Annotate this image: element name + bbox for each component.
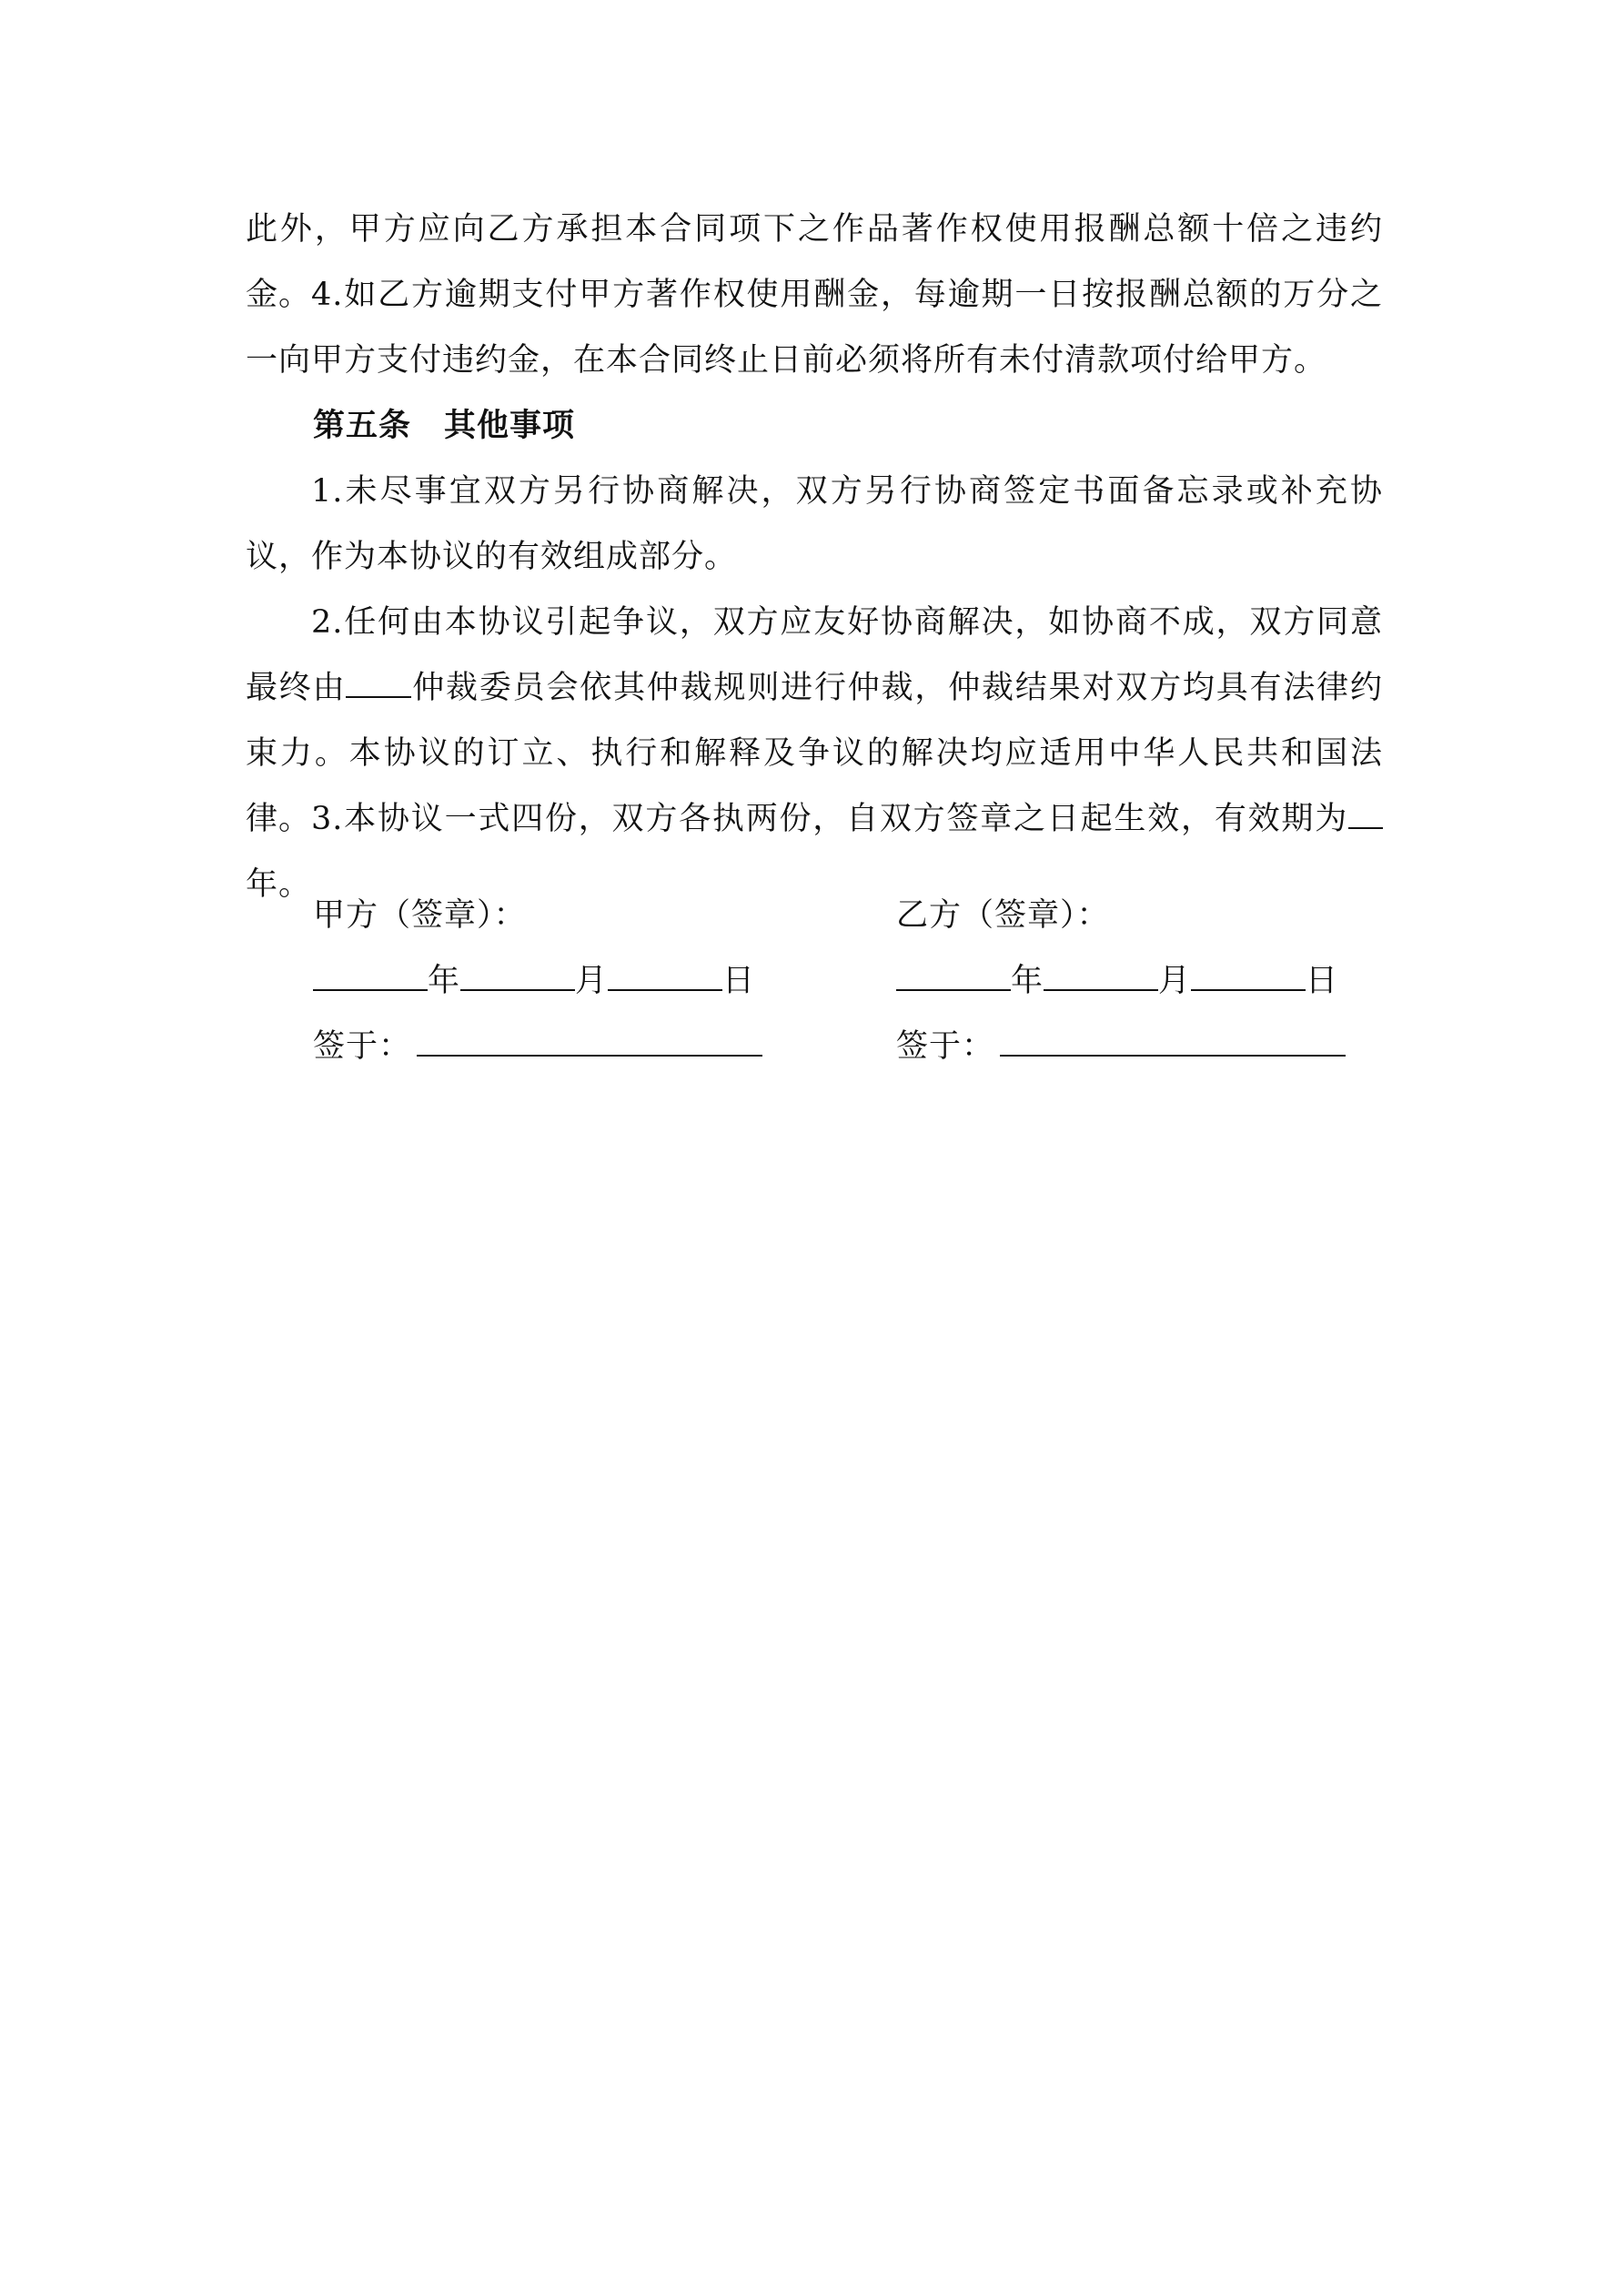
day-label: 日 xyxy=(1306,963,1339,999)
article-title: 其他事项 xyxy=(444,407,576,444)
clause-3-part-b: 年。 xyxy=(246,866,312,903)
party-a-month-blank xyxy=(460,964,575,991)
month-label: 月 xyxy=(575,963,609,999)
validity-years-blank xyxy=(1348,802,1383,829)
party-b-year-blank xyxy=(896,964,1011,991)
signed-at-label: 签于： xyxy=(313,1028,412,1065)
paragraph-clause-4: 4.如乙方逾期支付甲方著作权使用酬金，每逾期一日按报酬总额的万分之一向甲方支付违约金，在本合同终止日前必须将所有未付清款项付给甲方。 xyxy=(246,277,1383,379)
clause-3-part-a: 3.本协议一式四份，双方各执两份，自双方签章之日起生效，有效期为 xyxy=(311,801,1348,837)
party-b-month-blank xyxy=(1044,964,1158,991)
article-number: 第五条 xyxy=(313,407,412,444)
clause-2-part-a: 2.任何由本协议引起争议，双方应友好协商解决，如协商不成，双方同意最终由 xyxy=(246,604,1383,706)
paragraph-clause-1: 1.未尽事宜双方另行协商解决，双方另行协商签定书面备忘录或补充协议，作为本协议的有效组成部分。 xyxy=(246,473,1383,575)
party-b-date-row xyxy=(896,948,1338,1014)
arbitration-blank xyxy=(346,671,411,698)
party-a-signed-at-row xyxy=(313,1014,762,1079)
party-a-location-blank xyxy=(417,1029,762,1057)
party-a-signature-label: 甲方（签章）： xyxy=(313,897,527,934)
party-b-day-blank xyxy=(1191,964,1306,991)
signed-at-label: 签于： xyxy=(896,1028,995,1065)
party-a-year-blank xyxy=(313,964,428,991)
month-label: 月 xyxy=(1158,963,1192,999)
year-label: 年 xyxy=(1011,963,1044,999)
clause-2-part-b: 仲裁委员会依其仲裁规则进行仲裁，仲裁结果对双方均具有法律约束力。本协议的订立、执行和解释及争议的解决均应适用中华人民共和国法律。 xyxy=(246,670,1383,837)
day-label: 日 xyxy=(722,963,756,999)
party-a-date-row xyxy=(313,948,755,1014)
party-b-signed-at-row xyxy=(896,1014,1346,1079)
year-label: 年 xyxy=(428,963,461,999)
paragraph-penalty-ten-times: 此外，甲方应向乙方承担本合同项下之作品著作权使用报酬总额十倍之违约金。 xyxy=(246,211,1383,313)
party-b-location-blank xyxy=(1000,1029,1346,1057)
party-a-day-blank xyxy=(608,964,722,991)
article-five-heading xyxy=(313,393,575,459)
party-b-signature-label: 乙方（签章）： xyxy=(896,897,1110,934)
